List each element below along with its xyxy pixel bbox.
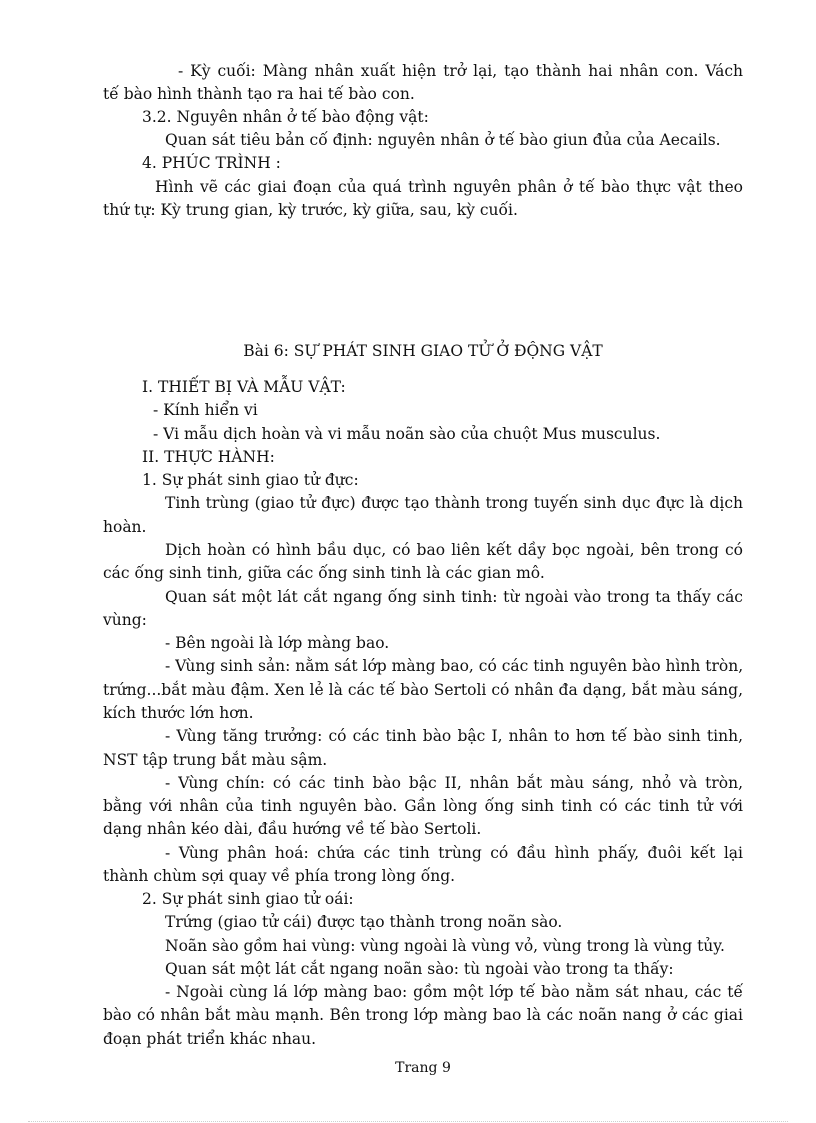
paragraph-line: dạng nhân kéo dài, đầu hướng về tế bào Sertoli. bbox=[103, 820, 482, 838]
paragraph-line: thành chùm sợi quay về phía trong lòng ống. bbox=[103, 867, 456, 885]
paragraph-line: Quan sát một lát cắt ngang noãn sào: tù ngoài vào trong ta thấy: bbox=[165, 960, 674, 978]
paragraph-line: bào có nhân bắt màu mạnh. Bên trong lớp màng bao là các noãn nang ở các giai bbox=[103, 1006, 743, 1024]
section-heading: 4. PHÚC TRÌNH : bbox=[142, 154, 281, 172]
paragraph-line: đoạn phát triển khác nhau. bbox=[103, 1030, 317, 1048]
paragraph-line: Dịch hoàn có hình bầu dục, có bao liên kết dầy bọc ngoài, bên trong có bbox=[165, 541, 743, 559]
paragraph-line: Noãn sào gồm hai vùng: vùng ngoài là vùng vỏ, vùng trong là vùng tủy. bbox=[165, 937, 725, 955]
paragraph-line: hoàn. bbox=[103, 518, 147, 536]
list-item: - Vi mẫu dịch hoàn và vi mẫu noãn sào của chuột Mus musculus. bbox=[153, 425, 661, 443]
paragraph-line: trứng...bắt màu đậm. Xen lẻ là các tế bào Sertoli có nhân đa dạng, bắt màu sáng, bbox=[103, 681, 743, 699]
list-item: - Vùng sinh sản: nằm sát lớp màng bao, có các tinh nguyên bào hình tròn, bbox=[165, 657, 744, 675]
list-item: - Vùng phân hoá: chứa các tinh trùng có đầu hình phấy, đuôi kết lại bbox=[165, 844, 743, 862]
paragraph-line: Tinh trùng (giao tử đực) được tạo thành trong tuyến sinh dục đực là dịch bbox=[165, 494, 743, 512]
page-number: Trang 9 bbox=[395, 1060, 451, 1076]
paragraph-line: tế bào hình thành tạo ra hai tế bào con. bbox=[103, 85, 415, 103]
paragraph-line: - Kỳ cuối: Màng nhân xuất hiện trở lại, tạo thành hai nhân con. Vách bbox=[178, 62, 743, 80]
section-heading: 3.2. Nguyên nhân ở tế bào động vật: bbox=[142, 108, 429, 126]
paragraph-line: các ống sinh tinh, giữa các ống sinh tinh là các gian mô. bbox=[103, 564, 545, 582]
paragraph-line: Trứng (giao tử cái) được tạo thành trong noãn sào. bbox=[165, 913, 563, 931]
paragraph-line: bằng với nhân của tinh nguyên bào. Gần lòng ống sinh tinh có các tinh tử với bbox=[103, 797, 743, 815]
subsection-heading: 2. Sự phát sinh giao tử oái: bbox=[142, 890, 354, 908]
subsection-heading: 1. Sự phát sinh giao tử đực: bbox=[142, 471, 359, 489]
section-heading: I. THIẾT BỊ VÀ MẪU VẬT: bbox=[142, 378, 346, 396]
section-heading: II. THỰC HÀNH: bbox=[142, 448, 275, 466]
paragraph-line: Quan sát một lát cắt ngang ống sinh tinh: từ ngoài vào trong ta thấy các bbox=[165, 588, 743, 606]
paragraph-line: Quan sát tiêu bản cố định: nguyên nhân ở tế bào giun đủa của Aecails. bbox=[165, 131, 721, 149]
paragraph-line: kích thước lớn hơn. bbox=[103, 704, 254, 722]
list-item: - Vùng tăng trưởng: có các tinh bào bậc I, nhân to hơn tế bào sinh tinh, bbox=[165, 727, 743, 745]
paragraph-line: vùng: bbox=[103, 611, 147, 629]
list-item: - Vùng chín: có các tinh bào bậc II, nhân bắt màu sáng, nhỏ và tròn, bbox=[165, 774, 743, 792]
paragraph-line: NST tập trung bắt màu sậm. bbox=[103, 751, 328, 769]
lesson-title: Bài 6: SỰ PHÁT SINH GIAO TỬ Ở ĐỘNG VẬT bbox=[243, 342, 603, 360]
page-bottom-rule bbox=[28, 1121, 788, 1122]
list-item: - Ngoài cùng lá lớp màng bao: gồm một lớp tế bào nằm sát nhau, các tế bbox=[165, 983, 743, 1001]
list-item: - Bên ngoài là lớp màng bao. bbox=[165, 634, 390, 652]
paragraph-line: Hình vẽ các giai đoạn của quá trình nguyên phân ở tế bào thực vật theo bbox=[155, 178, 743, 196]
list-item: - Kính hiển vi bbox=[153, 401, 258, 419]
paragraph-line: thứ tự: Kỳ trung gian, kỳ trước, kỳ giữa, sau, kỳ cuối. bbox=[103, 201, 518, 219]
